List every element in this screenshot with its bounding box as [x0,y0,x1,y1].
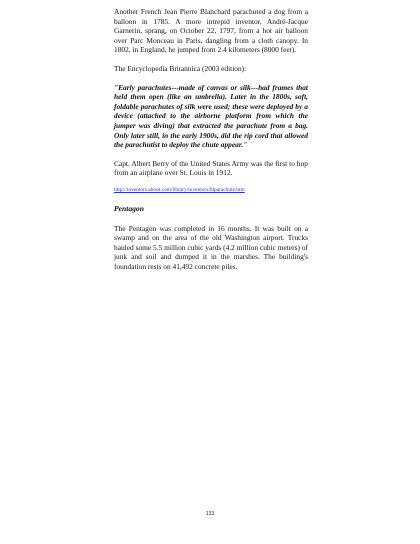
quote-britannica: "Early parachutes---made of canvas or silk---had frames that held them open (like an umbrella). Later in the 1800s, soft, foldable parachutes of silk were used; these were deployed by a device (attached to the airborne platform from which the jumper was diving) that extracted the parachute from a bag. Only later still, in the early 1900s, did the rip cord that allowed the parachutist to deploy the chute appear." [114,82,308,150]
paragraph-berry: Capt. Albert Berry of the United States Army was the first to hop from an airplane over St. Louis in 1912. [114,158,308,178]
source-link[interactable]: http://inventors.about.com/library/inventors/blparachute.htm [114,186,245,193]
paragraph-pentagon: The Pentagon was completed in 16 months. It was built on a swamp and on the area of the old Washington airport. Trucks hauled some 5.5 million cubic yards (4.2 million cubic meters) of junk and soil and dumped it in the marshes. The building's foundation rests on 41,492 concrete piles. [114,223,308,271]
section-heading-pentagon: Pentagon [114,203,144,213]
paragraph-blanchard: Another French Jean Pierre Blanchard parachuted a dog from a balloon in 1785. A more intrepid inventor, André-Jacque Garnerin, sprang, on October 22, 1797, from a hot air balloon over Parc Monceau in Paris, dangling from a cloth canopy. In 1802, in England, he jumped from 2.4 kilometers (8000 feet). [114,7,308,55]
page-content [114,7,308,271]
page-number: 133 [205,511,215,517]
paragraph-encyclopedia: The Encyclopedia Britannica (2003 edition): [114,63,247,73]
